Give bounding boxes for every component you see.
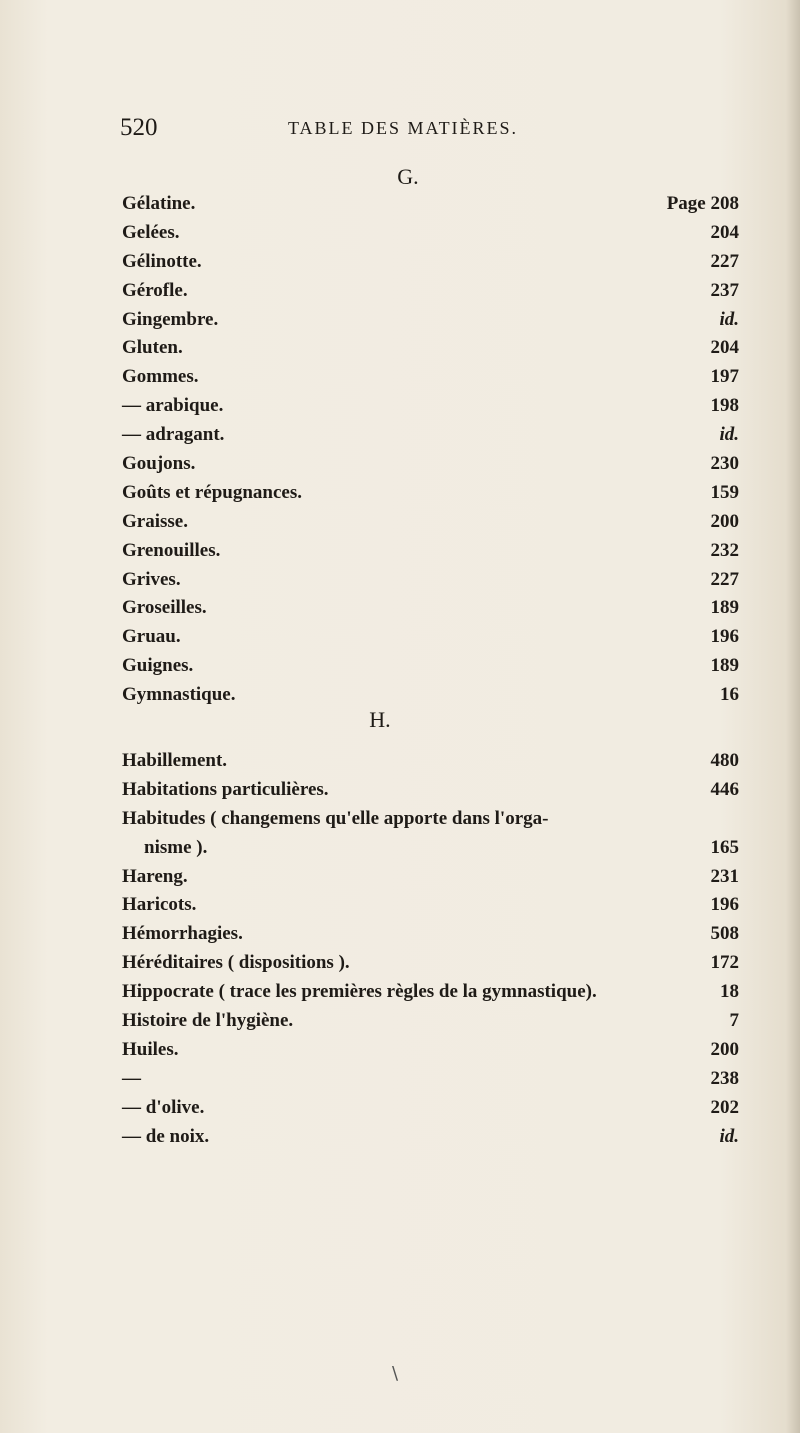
entry-page-ref: 204 <box>710 337 739 359</box>
entry-page-ref: 165 <box>710 836 739 858</box>
index-entry <box>122 190 739 219</box>
index-entry <box>122 392 739 421</box>
footer-mark: \ <box>392 1363 399 1384</box>
entry-label: Habitations particulières. <box>122 778 329 800</box>
entry-page-ref: 196 <box>710 626 739 648</box>
index-list-g <box>122 190 739 710</box>
index-entry <box>122 891 739 920</box>
index-entry <box>122 248 739 277</box>
index-entry <box>122 652 739 681</box>
index-entry <box>122 949 739 978</box>
entry-label: Gélinotte. <box>122 250 202 272</box>
index-entry <box>122 1007 739 1036</box>
index-entry <box>122 594 739 623</box>
index-entry <box>122 920 739 949</box>
index-entry <box>122 978 739 1007</box>
section-letter-g: G. <box>397 164 419 189</box>
index-entry <box>122 776 739 805</box>
page-number: 520 <box>120 114 158 141</box>
entry-page-ref: 16 <box>720 684 739 706</box>
running-title: TABLE DES MATIÈRES. <box>288 118 519 138</box>
index-entry <box>122 1065 739 1094</box>
entry-label: Gingembre. <box>122 308 219 330</box>
entry-label: Gelées. <box>122 221 180 243</box>
entry-label: Graisse. <box>122 510 188 532</box>
entry-label: Groseilles. <box>122 597 207 619</box>
entry-page-ref: 197 <box>710 366 739 388</box>
entry-page-ref: 231 <box>710 865 739 887</box>
index-entry <box>122 863 739 892</box>
entry-label: — <box>122 1067 141 1089</box>
index-entry <box>122 681 739 710</box>
entry-page-ref: 196 <box>710 894 739 916</box>
index-entry <box>122 450 739 479</box>
entry-label: Guignes. <box>122 655 194 677</box>
entry-label: Huiles. <box>122 1038 179 1060</box>
index-entry <box>122 219 739 248</box>
entry-page-ref: 202 <box>710 1096 739 1118</box>
entry-label: Habillement. <box>122 750 228 771</box>
entry-page-ref: 200 <box>710 1038 739 1060</box>
entry-page-ref: 230 <box>710 453 739 475</box>
entry-page-ref: 189 <box>710 655 739 677</box>
entry-page-ref: 172 <box>710 952 739 974</box>
entry-label: Hippocrate ( trace les premières règles de la gymnastique). <box>122 981 597 1003</box>
entry-page-ref: 198 <box>710 395 739 417</box>
entry-page-ref: 200 <box>710 510 739 532</box>
entry-label: Héréditaires ( dispositions ). <box>122 952 350 974</box>
entry-page-ref: 446 <box>710 778 739 800</box>
entry-page-ref: 508 <box>710 923 739 945</box>
index-entry <box>122 334 739 363</box>
entry-label: Haricots. <box>122 894 197 916</box>
entry-page-ref: 204 <box>710 221 739 243</box>
entry-label: Gérofle. <box>122 279 188 301</box>
index-entry <box>122 537 739 566</box>
entry-label: — d'olive. <box>122 1096 205 1118</box>
entry-label: Gluten. <box>122 337 183 359</box>
index-entry <box>122 747 739 776</box>
entry-label: Habitudes ( changemens qu'elle apporte dans l'orga- <box>122 807 549 829</box>
entry-label: Grives. <box>122 568 181 590</box>
entry-page-ref: 18 <box>720 981 739 1003</box>
entry-page-ref: 7 <box>729 1010 739 1032</box>
entry-page-ref: Page 208 <box>666 193 739 214</box>
page-edge-shadow <box>786 0 800 1433</box>
entry-label: — de noix. <box>122 1125 210 1147</box>
page-header <box>120 114 720 154</box>
entry-label: Goujons. <box>122 453 196 475</box>
index-entry <box>122 1123 739 1152</box>
entry-page-ref: id. <box>719 1125 739 1147</box>
entry-page-ref: 480 <box>710 750 739 771</box>
entry-label: Goûts et répugnances. <box>122 481 302 503</box>
entry-page-ref: 159 <box>710 481 739 503</box>
entry-label: Gélatine. <box>122 193 196 214</box>
index-entry <box>122 508 739 537</box>
entry-page-ref: id. <box>719 308 739 330</box>
entry-page-ref: 189 <box>710 597 739 619</box>
entry-label: Gymnastique. <box>122 684 236 706</box>
index-entry <box>122 1094 739 1123</box>
index-entry <box>122 566 739 595</box>
entry-label: Histoire de l'hygiène. <box>122 1010 294 1032</box>
index-entry <box>122 306 739 335</box>
entry-label: Hareng. <box>122 865 188 887</box>
entry-page-ref: 237 <box>710 279 739 301</box>
entry-label: Gruau. <box>122 626 181 648</box>
entry-page-ref: 227 <box>710 250 739 272</box>
entry-label-continuation: nisme ). <box>144 836 208 858</box>
entry-page-ref: 232 <box>710 539 739 561</box>
index-entry <box>122 623 739 652</box>
entry-label: Gommes. <box>122 366 199 388</box>
entry-label: Hémorrhagies. <box>122 923 243 945</box>
entry-page-ref: 227 <box>710 568 739 590</box>
index-entry <box>122 277 739 306</box>
index-entry <box>122 1036 739 1065</box>
entry-label: — arabique. <box>122 395 224 417</box>
entry-label: — adragant. <box>122 424 225 446</box>
entry-page-ref: id. <box>719 424 739 446</box>
index-entry <box>122 421 739 450</box>
index-entry <box>122 363 739 392</box>
index-entry <box>122 805 739 863</box>
index-list-h <box>122 747 739 1151</box>
section-letter-h: H. <box>369 707 391 732</box>
entry-page-ref: 238 <box>710 1067 739 1089</box>
index-entry <box>122 479 739 508</box>
entry-label: Grenouilles. <box>122 539 221 561</box>
